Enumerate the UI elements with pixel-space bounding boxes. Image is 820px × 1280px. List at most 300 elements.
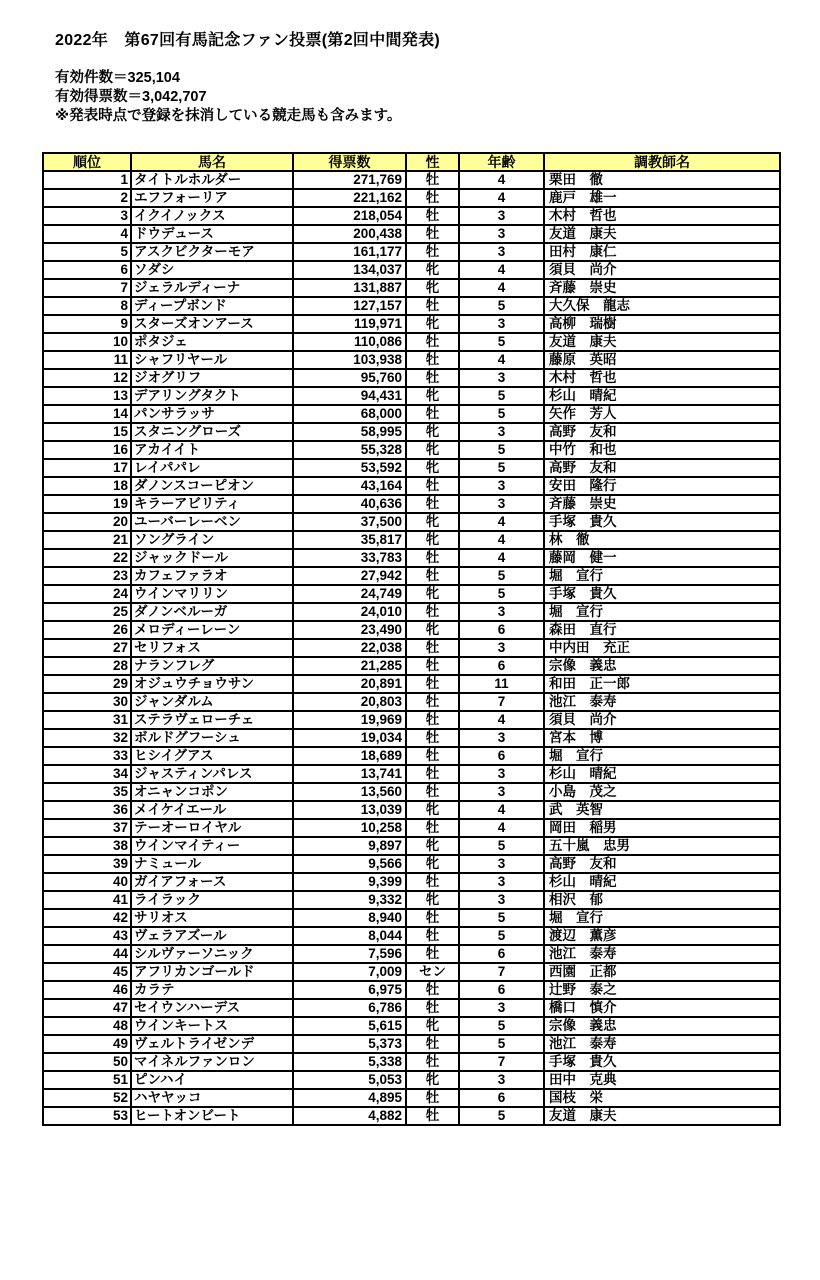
sex-cell: 牡 — [406, 333, 459, 351]
rank-cell: 3 — [43, 207, 131, 225]
votes-cell: 161,177 — [293, 243, 406, 261]
table-row — [43, 1017, 780, 1035]
trainer-cell: 手塚 貴久 — [544, 513, 780, 531]
horse-name-cell: デアリングタクト — [131, 387, 293, 405]
horse-name-cell: カラテ — [131, 981, 293, 999]
trainer-cell: 和田 正一郎 — [544, 675, 780, 693]
trainer-cell: 橋口 慎介 — [544, 999, 780, 1017]
trainer-cell: 渡辺 薫彦 — [544, 927, 780, 945]
sex-cell: 牡 — [406, 927, 459, 945]
trainer-cell: 手塚 貴久 — [544, 585, 780, 603]
trainer-cell: 国枝 栄 — [544, 1089, 780, 1107]
table-row — [43, 783, 780, 801]
table-row — [43, 459, 780, 477]
age-cell: 6 — [459, 945, 544, 963]
sex-cell: 牝 — [406, 585, 459, 603]
horse-name-cell: ジャックドール — [131, 549, 293, 567]
trainer-cell: 木村 哲也 — [544, 207, 780, 225]
horse-name-cell: ジャスティンパレス — [131, 765, 293, 783]
horse-name-cell: マイネルファンロン — [131, 1053, 293, 1071]
sex-cell: 牝 — [406, 459, 459, 477]
trainer-cell: 相沢 郁 — [544, 891, 780, 909]
horse-name-cell: メイケイエール — [131, 801, 293, 819]
votes-cell: 5,373 — [293, 1035, 406, 1053]
trainer-cell: 藤原 英昭 — [544, 351, 780, 369]
trainer-cell: 鹿戸 雄一 — [544, 189, 780, 207]
rank-cell: 21 — [43, 531, 131, 549]
horse-name-cell: ダノンスコーピオン — [131, 477, 293, 495]
horse-name-cell: ナランフレグ — [131, 657, 293, 675]
sex-cell: 牡 — [406, 1107, 459, 1125]
rank-cell: 13 — [43, 387, 131, 405]
horse-name-cell: ダノンベルーガ — [131, 603, 293, 621]
sex-cell: 牡 — [406, 495, 459, 513]
votes-cell: 27,942 — [293, 567, 406, 585]
votes-cell: 13,039 — [293, 801, 406, 819]
table-row — [43, 891, 780, 909]
trainer-cell: 堀 宣行 — [544, 603, 780, 621]
votes-cell: 200,438 — [293, 225, 406, 243]
horse-name-cell: セイウンハーデス — [131, 999, 293, 1017]
sex-cell: 牝 — [406, 387, 459, 405]
rank-cell: 46 — [43, 981, 131, 999]
table-row — [43, 225, 780, 243]
sex-cell: 牝 — [406, 279, 459, 297]
rank-cell: 50 — [43, 1053, 131, 1071]
table-row — [43, 603, 780, 621]
rank-cell: 18 — [43, 477, 131, 495]
votes-cell: 5,053 — [293, 1071, 406, 1089]
age-cell: 4 — [459, 351, 544, 369]
votes-cell: 24,749 — [293, 585, 406, 603]
trainer-cell: 杉山 晴紀 — [544, 387, 780, 405]
horse-name-cell: ボルドグフーシュ — [131, 729, 293, 747]
table-row — [43, 423, 780, 441]
horse-name-cell: メロディーレーン — [131, 621, 293, 639]
horse-name-cell: ヴェルトライゼンデ — [131, 1035, 293, 1053]
age-cell: 5 — [459, 405, 544, 423]
votes-cell: 53,592 — [293, 459, 406, 477]
table-row — [43, 621, 780, 639]
age-cell: 5 — [459, 909, 544, 927]
sex-cell: 牝 — [406, 531, 459, 549]
horse-name-cell: ナミュール — [131, 855, 293, 873]
fan-vote-table — [42, 152, 781, 1126]
horse-name-cell: ユーバーレーベン — [131, 513, 293, 531]
column-header-rank: 順位 — [43, 153, 131, 171]
horse-name-cell: ライラック — [131, 891, 293, 909]
age-cell: 4 — [459, 801, 544, 819]
rank-cell: 14 — [43, 405, 131, 423]
horse-name-cell: ジオグリフ — [131, 369, 293, 387]
trainer-cell: 須貝 尚介 — [544, 711, 780, 729]
table-row — [43, 693, 780, 711]
horse-name-cell: オニャンコポン — [131, 783, 293, 801]
rank-cell: 29 — [43, 675, 131, 693]
rank-cell: 17 — [43, 459, 131, 477]
age-cell: 4 — [459, 171, 544, 189]
age-cell: 5 — [459, 387, 544, 405]
age-cell: 5 — [459, 297, 544, 315]
table-row — [43, 315, 780, 333]
horse-name-cell: イクイノックス — [131, 207, 293, 225]
rank-cell: 24 — [43, 585, 131, 603]
table-row — [43, 351, 780, 369]
table-row — [43, 1089, 780, 1107]
table-row — [43, 981, 780, 999]
horse-name-cell: ディープボンド — [131, 297, 293, 315]
table-row — [43, 1071, 780, 1089]
table-row — [43, 405, 780, 423]
sex-cell: 牡 — [406, 873, 459, 891]
sex-cell: 牝 — [406, 423, 459, 441]
votes-cell: 9,399 — [293, 873, 406, 891]
age-cell: 3 — [459, 207, 544, 225]
votes-cell: 134,037 — [293, 261, 406, 279]
valid-votes-line: 有効得票数＝3,042,707 — [55, 89, 207, 105]
rank-cell: 53 — [43, 1107, 131, 1125]
sex-cell: 牡 — [406, 1053, 459, 1071]
horse-name-cell: ウインキートス — [131, 1017, 293, 1035]
votes-cell: 103,938 — [293, 351, 406, 369]
votes-cell: 18,689 — [293, 747, 406, 765]
votes-cell: 5,615 — [293, 1017, 406, 1035]
rank-cell: 40 — [43, 873, 131, 891]
votes-cell: 13,741 — [293, 765, 406, 783]
age-cell: 6 — [459, 1089, 544, 1107]
table-row — [43, 999, 780, 1017]
horse-name-cell: ステラヴェローチェ — [131, 711, 293, 729]
sex-cell: 牡 — [406, 243, 459, 261]
table-row — [43, 333, 780, 351]
age-cell: 5 — [459, 567, 544, 585]
rank-cell: 43 — [43, 927, 131, 945]
age-cell: 5 — [459, 585, 544, 603]
trainer-cell: 五十嵐 忠男 — [544, 837, 780, 855]
sex-cell: セン — [406, 963, 459, 981]
rank-cell: 22 — [43, 549, 131, 567]
note-line: ※発表時点で登録を抹消している競走馬も含みます。 — [55, 108, 402, 124]
votes-cell: 19,034 — [293, 729, 406, 747]
rank-cell: 7 — [43, 279, 131, 297]
votes-cell: 13,560 — [293, 783, 406, 801]
horse-name-cell: キラーアビリティ — [131, 495, 293, 513]
age-cell: 3 — [459, 765, 544, 783]
sex-cell: 牡 — [406, 999, 459, 1017]
age-cell: 3 — [459, 729, 544, 747]
sex-cell: 牡 — [406, 207, 459, 225]
trainer-cell: 安田 隆行 — [544, 477, 780, 495]
rank-cell: 6 — [43, 261, 131, 279]
age-cell: 4 — [459, 279, 544, 297]
rank-cell: 27 — [43, 639, 131, 657]
rank-cell: 47 — [43, 999, 131, 1017]
horse-name-cell: オジュウチョウサン — [131, 675, 293, 693]
table-row — [43, 819, 780, 837]
table-row — [43, 909, 780, 927]
sex-cell: 牡 — [406, 1035, 459, 1053]
age-cell: 3 — [459, 603, 544, 621]
sex-cell: 牡 — [406, 693, 459, 711]
table-row — [43, 963, 780, 981]
horse-name-cell: ジャンダルム — [131, 693, 293, 711]
votes-cell: 43,164 — [293, 477, 406, 495]
table-row — [43, 189, 780, 207]
sex-cell: 牡 — [406, 1089, 459, 1107]
age-cell: 6 — [459, 621, 544, 639]
age-cell: 3 — [459, 855, 544, 873]
table-row — [43, 1035, 780, 1053]
table-row — [43, 477, 780, 495]
table-row — [43, 927, 780, 945]
table-row — [43, 243, 780, 261]
trainer-cell: 池江 泰寿 — [544, 945, 780, 963]
horse-name-cell: ハヤヤッコ — [131, 1089, 293, 1107]
horse-name-cell: ポタジェ — [131, 333, 293, 351]
table-row — [43, 387, 780, 405]
age-cell: 3 — [459, 891, 544, 909]
horse-name-cell: ウインマリリン — [131, 585, 293, 603]
age-cell: 5 — [459, 441, 544, 459]
horse-name-cell: レイパパレ — [131, 459, 293, 477]
votes-cell: 55,328 — [293, 441, 406, 459]
trainer-cell: 斉藤 崇史 — [544, 495, 780, 513]
age-cell: 3 — [459, 999, 544, 1017]
age-cell: 4 — [459, 549, 544, 567]
rank-cell: 39 — [43, 855, 131, 873]
sex-cell: 牡 — [406, 477, 459, 495]
info-block — [55, 69, 401, 126]
trainer-cell: 堀 宣行 — [544, 567, 780, 585]
trainer-cell: 堀 宣行 — [544, 747, 780, 765]
trainer-cell: 池江 泰寿 — [544, 1035, 780, 1053]
sex-cell: 牝 — [406, 261, 459, 279]
rank-cell: 28 — [43, 657, 131, 675]
horse-name-cell: アフリカンゴールド — [131, 963, 293, 981]
votes-cell: 37,500 — [293, 513, 406, 531]
rank-cell: 37 — [43, 819, 131, 837]
rank-cell: 51 — [43, 1071, 131, 1089]
trainer-cell: 藤岡 健一 — [544, 549, 780, 567]
age-cell: 3 — [459, 477, 544, 495]
page-title: 2022年 第67回有馬記念ファン投票(第2回中間発表) — [55, 32, 441, 49]
table-row — [43, 711, 780, 729]
rank-cell: 19 — [43, 495, 131, 513]
table-row — [43, 549, 780, 567]
rank-cell: 10 — [43, 333, 131, 351]
sex-cell: 牡 — [406, 405, 459, 423]
trainer-cell: 斉藤 崇史 — [544, 279, 780, 297]
trainer-cell: 宗像 義忠 — [544, 657, 780, 675]
rank-cell: 32 — [43, 729, 131, 747]
votes-cell: 8,940 — [293, 909, 406, 927]
valid-entries-line: 有効件数＝325,104 — [55, 70, 180, 86]
age-cell: 4 — [459, 819, 544, 837]
votes-cell: 4,895 — [293, 1089, 406, 1107]
table-row — [43, 261, 780, 279]
horse-name-cell: スターズオンアース — [131, 315, 293, 333]
trainer-cell: 小島 茂之 — [544, 783, 780, 801]
votes-cell: 4,882 — [293, 1107, 406, 1125]
trainer-cell: 中竹 和也 — [544, 441, 780, 459]
table-row — [43, 873, 780, 891]
age-cell: 11 — [459, 675, 544, 693]
rank-cell: 15 — [43, 423, 131, 441]
rank-cell: 48 — [43, 1017, 131, 1035]
rank-cell: 20 — [43, 513, 131, 531]
age-cell: 5 — [459, 1017, 544, 1035]
column-header-name: 馬名 — [131, 153, 293, 171]
age-cell: 3 — [459, 1071, 544, 1089]
votes-cell: 7,009 — [293, 963, 406, 981]
rank-cell: 26 — [43, 621, 131, 639]
age-cell: 4 — [459, 711, 544, 729]
horse-name-cell: ドウデュース — [131, 225, 293, 243]
table-row — [43, 1053, 780, 1071]
sex-cell: 牡 — [406, 369, 459, 387]
sex-cell: 牡 — [406, 729, 459, 747]
trainer-cell: 堀 宣行 — [544, 909, 780, 927]
age-cell: 3 — [459, 495, 544, 513]
sex-cell: 牡 — [406, 819, 459, 837]
votes-cell: 20,803 — [293, 693, 406, 711]
sex-cell: 牡 — [406, 567, 459, 585]
age-cell: 5 — [459, 837, 544, 855]
age-cell: 4 — [459, 531, 544, 549]
trainer-cell: 辻野 泰之 — [544, 981, 780, 999]
sex-cell: 牝 — [406, 855, 459, 873]
sex-cell: 牡 — [406, 711, 459, 729]
table-row — [43, 297, 780, 315]
sex-cell: 牡 — [406, 639, 459, 657]
votes-cell: 271,769 — [293, 171, 406, 189]
rank-cell: 5 — [43, 243, 131, 261]
rank-cell: 52 — [43, 1089, 131, 1107]
sex-cell: 牡 — [406, 189, 459, 207]
rank-cell: 42 — [43, 909, 131, 927]
table-row — [43, 441, 780, 459]
age-cell: 3 — [459, 225, 544, 243]
sex-cell: 牡 — [406, 783, 459, 801]
rank-cell: 9 — [43, 315, 131, 333]
horse-name-cell: アカイイト — [131, 441, 293, 459]
table-row — [43, 567, 780, 585]
votes-cell: 33,783 — [293, 549, 406, 567]
sex-cell: 牝 — [406, 1017, 459, 1035]
age-cell: 7 — [459, 693, 544, 711]
sex-cell: 牝 — [406, 837, 459, 855]
trainer-cell: 森田 直行 — [544, 621, 780, 639]
age-cell: 3 — [459, 873, 544, 891]
sex-cell: 牡 — [406, 297, 459, 315]
table-row — [43, 369, 780, 387]
trainer-cell: 田中 克典 — [544, 1071, 780, 1089]
age-cell: 6 — [459, 981, 544, 999]
age-cell: 7 — [459, 963, 544, 981]
trainer-cell: 友道 康夫 — [544, 333, 780, 351]
column-header-votes: 得票数 — [293, 153, 406, 171]
table-row — [43, 513, 780, 531]
age-cell: 3 — [459, 639, 544, 657]
age-cell: 5 — [459, 1107, 544, 1125]
trainer-cell: 杉山 晴紀 — [544, 873, 780, 891]
trainer-cell: 友道 康夫 — [544, 225, 780, 243]
votes-cell: 23,490 — [293, 621, 406, 639]
age-cell: 3 — [459, 243, 544, 261]
rank-cell: 23 — [43, 567, 131, 585]
trainer-cell: 西園 正都 — [544, 963, 780, 981]
age-cell: 6 — [459, 657, 544, 675]
trainer-cell: 宗像 義忠 — [544, 1017, 780, 1035]
trainer-cell: 林 徹 — [544, 531, 780, 549]
votes-cell: 40,636 — [293, 495, 406, 513]
rank-cell: 25 — [43, 603, 131, 621]
horse-name-cell: ガイアフォース — [131, 873, 293, 891]
sex-cell: 牝 — [406, 801, 459, 819]
sex-cell: 牝 — [406, 441, 459, 459]
sex-cell: 牡 — [406, 351, 459, 369]
votes-cell: 110,086 — [293, 333, 406, 351]
votes-cell: 20,891 — [293, 675, 406, 693]
table-row — [43, 855, 780, 873]
age-cell: 5 — [459, 333, 544, 351]
trainer-cell: 中内田 充正 — [544, 639, 780, 657]
sex-cell: 牡 — [406, 945, 459, 963]
table-row — [43, 207, 780, 225]
age-cell: 4 — [459, 261, 544, 279]
horse-name-cell: ヒートオンビート — [131, 1107, 293, 1125]
rank-cell: 11 — [43, 351, 131, 369]
trainer-cell: 友道 康夫 — [544, 1107, 780, 1125]
rank-cell: 36 — [43, 801, 131, 819]
table-row — [43, 585, 780, 603]
table-row — [43, 279, 780, 297]
sex-cell: 牝 — [406, 513, 459, 531]
votes-cell: 35,817 — [293, 531, 406, 549]
sex-cell: 牝 — [406, 315, 459, 333]
votes-cell: 58,995 — [293, 423, 406, 441]
age-cell: 4 — [459, 513, 544, 531]
rank-cell: 34 — [43, 765, 131, 783]
votes-cell: 6,786 — [293, 999, 406, 1017]
trainer-cell: 高野 友和 — [544, 855, 780, 873]
horse-name-cell: ウインマイティー — [131, 837, 293, 855]
column-header-age: 年齢 — [459, 153, 544, 171]
votes-cell: 8,044 — [293, 927, 406, 945]
age-cell: 7 — [459, 1053, 544, 1071]
table-row — [43, 639, 780, 657]
trainer-cell: 高野 友和 — [544, 459, 780, 477]
trainer-cell: 須貝 尚介 — [544, 261, 780, 279]
horse-name-cell: エフフォーリア — [131, 189, 293, 207]
trainer-cell: 高野 友和 — [544, 423, 780, 441]
age-cell: 5 — [459, 1035, 544, 1053]
votes-cell: 22,038 — [293, 639, 406, 657]
trainer-cell: 杉山 晴紀 — [544, 765, 780, 783]
horse-name-cell: ピンハイ — [131, 1071, 293, 1089]
sex-cell: 牡 — [406, 603, 459, 621]
horse-name-cell: シルヴァーソニック — [131, 945, 293, 963]
votes-cell: 95,760 — [293, 369, 406, 387]
horse-name-cell: サリオス — [131, 909, 293, 927]
rank-cell: 38 — [43, 837, 131, 855]
age-cell: 3 — [459, 783, 544, 801]
trainer-cell: 手塚 貴久 — [544, 1053, 780, 1071]
table-row — [43, 657, 780, 675]
votes-cell: 218,054 — [293, 207, 406, 225]
trainer-cell: 岡田 稲男 — [544, 819, 780, 837]
column-header-sex: 性 — [406, 153, 459, 171]
